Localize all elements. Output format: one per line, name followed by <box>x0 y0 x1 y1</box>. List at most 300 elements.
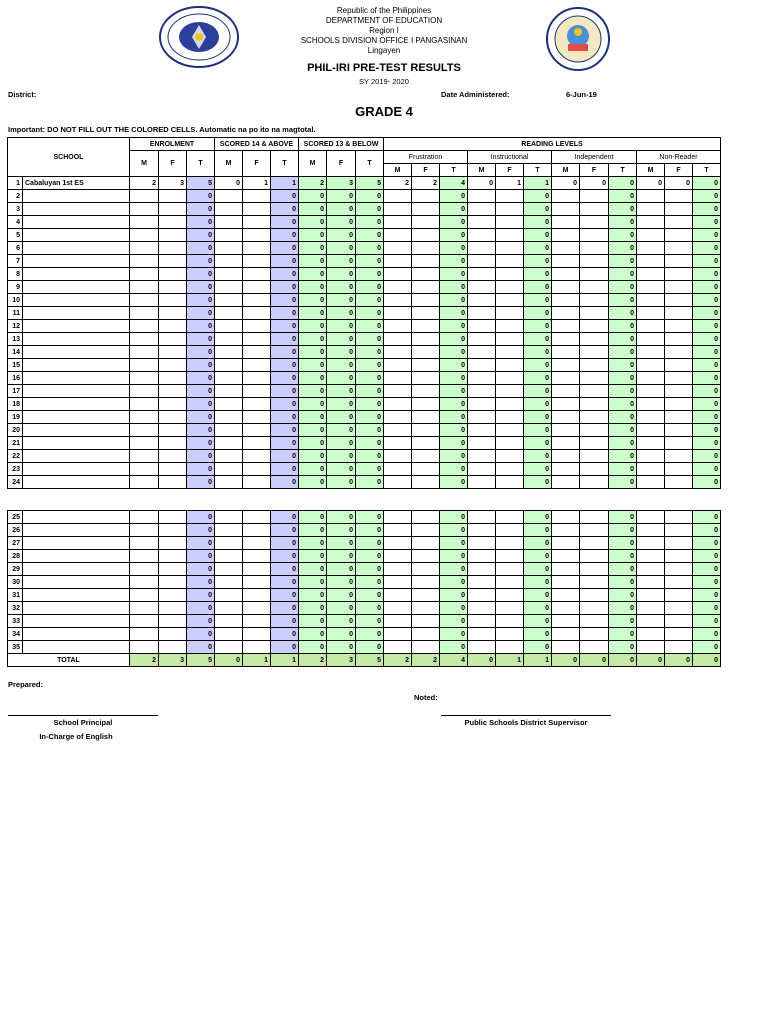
non-reader-t-header: T <box>693 164 721 177</box>
instr-m-cell <box>468 229 496 242</box>
instructional-header: Instructional <box>468 151 552 164</box>
indep-m-cell <box>552 190 580 203</box>
below-t-cell: 0 <box>356 398 384 411</box>
enrol-t-cell: 0 <box>187 372 215 385</box>
instr-f-cell <box>496 602 524 615</box>
above-f-total: 1 <box>243 654 271 667</box>
frus-t-cell: 0 <box>440 511 468 524</box>
enrol-f-cell <box>159 437 187 450</box>
nonr-t-cell: 0 <box>693 385 721 398</box>
nonr-m-cell <box>637 346 665 359</box>
below-t-cell: 0 <box>356 476 384 489</box>
frus-f-total: 2 <box>412 654 440 667</box>
frus-t-cell: 0 <box>440 385 468 398</box>
indep-m-cell <box>552 359 580 372</box>
table-row <box>8 242 721 255</box>
instr-m-cell <box>468 450 496 463</box>
enrol-f-cell <box>159 602 187 615</box>
scored-above-f-header: F <box>243 151 271 177</box>
school-name-cell <box>23 537 130 550</box>
enrol-m-cell <box>130 437 159 450</box>
indep-m-cell <box>552 628 580 641</box>
enrol-t-cell: 0 <box>187 359 215 372</box>
frus-t-cell: 0 <box>440 524 468 537</box>
above-m-cell <box>215 463 243 476</box>
table-row <box>8 190 721 203</box>
nonr-m-cell <box>637 242 665 255</box>
frus-m-cell <box>384 398 412 411</box>
enrol-t-cell: 5 <box>187 177 215 190</box>
above-m-cell <box>215 424 243 437</box>
below-t-cell: 0 <box>356 450 384 463</box>
nonr-m-cell <box>637 268 665 281</box>
school-column-header: SCHOOL <box>8 138 130 177</box>
nonr-t-cell: 0 <box>693 450 721 463</box>
instr-t-cell: 0 <box>524 268 552 281</box>
instr-m-cell <box>468 294 496 307</box>
indep-f-cell <box>580 450 609 463</box>
enrol-f-cell <box>159 255 187 268</box>
below-t-cell: 0 <box>356 320 384 333</box>
frus-t-cell: 0 <box>440 563 468 576</box>
table-row <box>8 307 721 320</box>
nonr-m-cell <box>637 524 665 537</box>
below-f-cell: 0 <box>327 372 356 385</box>
enrol-t-cell: 0 <box>187 242 215 255</box>
below-t-cell: 0 <box>356 281 384 294</box>
above-f-cell <box>243 424 271 437</box>
above-f-cell <box>243 242 271 255</box>
instr-m-cell <box>468 550 496 563</box>
row-number: 7 <box>8 255 23 268</box>
indep-t-cell: 0 <box>609 320 637 333</box>
instr-f-cell <box>496 320 524 333</box>
frus-f-cell <box>412 333 440 346</box>
indep-t-cell: 0 <box>609 476 637 489</box>
frus-f-cell <box>412 576 440 589</box>
frus-t-cell: 0 <box>440 216 468 229</box>
indep-m-cell <box>552 372 580 385</box>
above-t-cell: 0 <box>271 229 299 242</box>
row-number: 18 <box>8 398 23 411</box>
enrol-f-cell <box>159 398 187 411</box>
frus-m-cell <box>384 372 412 385</box>
enrol-m-cell: 2 <box>130 177 159 190</box>
non-reader-header: Non-Reader <box>637 151 721 164</box>
below-m-cell: 0 <box>299 628 327 641</box>
nonr-m-total: 0 <box>637 654 665 667</box>
indep-f-cell <box>580 229 609 242</box>
nonr-t-cell: 0 <box>693 589 721 602</box>
nonr-f-cell <box>665 255 693 268</box>
table-row <box>8 268 721 281</box>
instr-f-cell <box>496 576 524 589</box>
nonr-f-cell <box>665 268 693 281</box>
indep-f-cell <box>580 281 609 294</box>
enrol-f-cell <box>159 476 187 489</box>
frus-t-cell: 0 <box>440 463 468 476</box>
below-t-cell: 0 <box>356 576 384 589</box>
table-row <box>8 255 721 268</box>
nonr-f-cell <box>665 524 693 537</box>
indep-f-cell <box>580 346 609 359</box>
table-row <box>8 177 721 190</box>
enrol-f-cell <box>159 628 187 641</box>
below-t-cell: 0 <box>356 268 384 281</box>
frus-t-cell: 0 <box>440 576 468 589</box>
row-number: 35 <box>8 641 23 654</box>
indep-t-cell: 0 <box>609 463 637 476</box>
above-f-cell <box>243 372 271 385</box>
below-f-cell: 0 <box>327 333 356 346</box>
instr-t-cell: 0 <box>524 615 552 628</box>
table-row <box>8 411 721 424</box>
below-m-cell: 0 <box>299 450 327 463</box>
below-m-cell: 0 <box>299 229 327 242</box>
frus-t-cell: 0 <box>440 268 468 281</box>
table-row <box>8 511 721 524</box>
enrol-t-cell: 0 <box>187 203 215 216</box>
noted-label: Noted: <box>414 693 438 702</box>
enrolment-t-header: T <box>187 151 215 177</box>
frus-t-cell: 0 <box>440 190 468 203</box>
row-number: 28 <box>8 550 23 563</box>
frus-t-cell: 0 <box>440 450 468 463</box>
school-name-cell <box>23 615 130 628</box>
above-m-cell <box>215 242 243 255</box>
instr-f-cell <box>496 294 524 307</box>
above-t-cell: 0 <box>271 333 299 346</box>
independent-f-header: F <box>580 164 609 177</box>
indep-m-cell <box>552 320 580 333</box>
table-row <box>8 372 721 385</box>
above-m-cell <box>215 294 243 307</box>
below-m-cell: 0 <box>299 203 327 216</box>
above-m-cell <box>215 385 243 398</box>
below-m-cell: 0 <box>299 437 327 450</box>
below-f-cell: 0 <box>327 450 356 463</box>
instr-m-cell <box>468 398 496 411</box>
below-m-cell: 0 <box>299 281 327 294</box>
nonr-f-cell <box>665 294 693 307</box>
enrol-f-cell <box>159 537 187 550</box>
frus-t-cell: 0 <box>440 307 468 320</box>
nonr-f-cell <box>665 550 693 563</box>
indep-t-cell: 0 <box>609 524 637 537</box>
school-name-cell <box>23 281 130 294</box>
below-t-cell: 0 <box>356 203 384 216</box>
nonr-t-cell: 0 <box>693 411 721 424</box>
header-line-division: SCHOOLS DIVISION OFFICE I PANGASINAN <box>300 36 468 45</box>
instr-t-cell: 0 <box>524 372 552 385</box>
instr-f-cell <box>496 307 524 320</box>
district-label: District: <box>8 90 37 99</box>
indep-f-cell <box>580 203 609 216</box>
frus-f-cell <box>412 476 440 489</box>
enrol-m-cell <box>130 589 159 602</box>
below-m-cell: 0 <box>299 398 327 411</box>
nonr-t-cell: 0 <box>693 242 721 255</box>
enrol-f-cell <box>159 268 187 281</box>
nonr-m-cell <box>637 563 665 576</box>
below-f-total: 3 <box>327 654 356 667</box>
frus-m-cell <box>384 602 412 615</box>
instr-m-cell <box>468 537 496 550</box>
below-t-cell: 0 <box>356 359 384 372</box>
instr-m-cell <box>468 242 496 255</box>
instr-t-cell: 0 <box>524 463 552 476</box>
nonr-t-cell: 0 <box>693 320 721 333</box>
nonr-f-cell <box>665 333 693 346</box>
nonr-t-cell: 0 <box>693 346 721 359</box>
table-row <box>8 216 721 229</box>
instr-f-cell <box>496 424 524 437</box>
school-name-cell <box>23 476 130 489</box>
below-m-cell: 0 <box>299 411 327 424</box>
nonr-t-cell: 0 <box>693 190 721 203</box>
below-m-cell: 0 <box>299 359 327 372</box>
above-m-cell <box>215 615 243 628</box>
nonr-f-cell <box>665 628 693 641</box>
frus-f-cell <box>412 294 440 307</box>
instr-t-cell: 1 <box>524 177 552 190</box>
scored-14-above-header: SCORED 14 & ABOVE <box>215 138 299 151</box>
enrol-f-cell <box>159 385 187 398</box>
school-name-cell <box>23 589 130 602</box>
enrol-t-cell: 0 <box>187 411 215 424</box>
nonr-f-cell <box>665 385 693 398</box>
instr-f-cell <box>496 203 524 216</box>
below-m-cell: 0 <box>299 242 327 255</box>
table-row <box>8 385 721 398</box>
school-name-cell <box>23 372 130 385</box>
frus-t-cell: 0 <box>440 281 468 294</box>
below-m-cell: 0 <box>299 602 327 615</box>
below-t-total: 5 <box>356 654 384 667</box>
below-t-cell: 0 <box>356 346 384 359</box>
frus-m-cell <box>384 450 412 463</box>
indep-m-cell <box>552 216 580 229</box>
indep-t-cell: 0 <box>609 602 637 615</box>
school-name-cell <box>23 437 130 450</box>
below-f-cell: 0 <box>327 281 356 294</box>
below-f-cell: 0 <box>327 524 356 537</box>
school-name-cell <box>23 229 130 242</box>
header-line-region: Region I <box>369 26 399 35</box>
nonr-f-cell <box>665 437 693 450</box>
above-t-cell: 0 <box>271 424 299 437</box>
instr-t-cell: 0 <box>524 346 552 359</box>
above-t-cell: 0 <box>271 589 299 602</box>
school-name-cell <box>23 268 130 281</box>
nonr-t-cell: 0 <box>693 524 721 537</box>
school-name-cell <box>23 255 130 268</box>
row-number: 11 <box>8 307 23 320</box>
below-f-cell: 0 <box>327 307 356 320</box>
indep-f-cell <box>580 463 609 476</box>
row-number: 4 <box>8 216 23 229</box>
instr-m-cell: 0 <box>468 177 496 190</box>
enrol-m-cell <box>130 242 159 255</box>
below-t-cell: 0 <box>356 550 384 563</box>
frus-f-cell <box>412 398 440 411</box>
school-name-cell <box>23 563 130 576</box>
nonr-f-cell <box>665 602 693 615</box>
table-row <box>8 563 721 576</box>
enrolment-m-header: M <box>130 151 159 177</box>
below-m-cell: 0 <box>299 385 327 398</box>
nonr-m-cell <box>637 398 665 411</box>
above-f-cell <box>243 411 271 424</box>
row-number: 17 <box>8 385 23 398</box>
enrol-t-cell: 0 <box>187 550 215 563</box>
instr-m-cell <box>468 372 496 385</box>
above-m-total: 0 <box>215 654 243 667</box>
nonr-f-cell <box>665 307 693 320</box>
above-f-cell <box>243 307 271 320</box>
above-t-cell: 0 <box>271 602 299 615</box>
prepared-label: Prepared: <box>8 680 44 689</box>
frus-f-cell <box>412 437 440 450</box>
enrolment-f-header: F <box>159 151 187 177</box>
frus-t-cell: 4 <box>440 177 468 190</box>
below-t-cell: 0 <box>356 602 384 615</box>
instr-t-cell: 0 <box>524 281 552 294</box>
above-f-cell <box>243 550 271 563</box>
below-m-cell: 0 <box>299 463 327 476</box>
instr-t-cell: 0 <box>524 424 552 437</box>
frus-t-cell: 0 <box>440 372 468 385</box>
enrol-m-cell <box>130 641 159 654</box>
instr-f-cell <box>496 346 524 359</box>
nonr-m-cell <box>637 229 665 242</box>
nonr-m-cell <box>637 450 665 463</box>
instr-f-total: 1 <box>496 654 524 667</box>
nonr-m-cell <box>637 537 665 550</box>
enrol-f-cell <box>159 563 187 576</box>
above-t-cell: 0 <box>271 255 299 268</box>
important-note: Important: DO NOT FILL OUT THE COLORED CELLS. Automatic na po ito na magtotal. <box>8 125 316 134</box>
enrol-m-cell <box>130 255 159 268</box>
frus-f-cell <box>412 216 440 229</box>
above-t-cell: 0 <box>271 641 299 654</box>
table-row <box>8 463 721 476</box>
instr-t-cell: 0 <box>524 589 552 602</box>
indep-t-cell: 0 <box>609 576 637 589</box>
frus-t-total: 4 <box>440 654 468 667</box>
enrol-t-cell: 0 <box>187 216 215 229</box>
date-administered-label: Date Administered: <box>441 90 510 99</box>
above-f-cell <box>243 641 271 654</box>
below-m-cell: 0 <box>299 333 327 346</box>
above-f-cell <box>243 229 271 242</box>
above-f-cell <box>243 511 271 524</box>
table-row <box>8 398 721 411</box>
frus-m-cell: 2 <box>384 177 412 190</box>
above-f-cell <box>243 602 271 615</box>
indep-m-cell <box>552 537 580 550</box>
instr-t-cell: 0 <box>524 385 552 398</box>
above-m-cell <box>215 641 243 654</box>
instr-f-cell <box>496 437 524 450</box>
reading-levels-header: READING LEVELS <box>384 138 721 151</box>
table-row <box>8 203 721 216</box>
above-t-cell: 0 <box>271 398 299 411</box>
below-f-cell: 0 <box>327 550 356 563</box>
enrol-f-cell <box>159 511 187 524</box>
enrol-f-cell <box>159 216 187 229</box>
indep-f-cell <box>580 628 609 641</box>
nonr-m-cell <box>637 294 665 307</box>
above-f-cell <box>243 203 271 216</box>
enrol-m-cell <box>130 216 159 229</box>
above-m-cell <box>215 563 243 576</box>
frus-m-cell <box>384 563 412 576</box>
indep-f-cell <box>580 641 609 654</box>
school-name-cell <box>23 550 130 563</box>
indep-f-cell <box>580 359 609 372</box>
nonr-f-cell <box>665 190 693 203</box>
instr-f-cell <box>496 589 524 602</box>
instr-f-cell <box>496 385 524 398</box>
indep-m-cell <box>552 229 580 242</box>
above-t-cell: 0 <box>271 359 299 372</box>
nonr-t-cell: 0 <box>693 372 721 385</box>
below-m-cell: 0 <box>299 190 327 203</box>
enrol-m-cell <box>130 602 159 615</box>
nonr-f-cell <box>665 563 693 576</box>
enrol-m-cell <box>130 307 159 320</box>
row-number: 10 <box>8 294 23 307</box>
below-m-total: 2 <box>299 654 327 667</box>
enrol-f-cell <box>159 589 187 602</box>
frus-f-cell <box>412 602 440 615</box>
enrol-m-cell <box>130 563 159 576</box>
instr-t-cell: 0 <box>524 242 552 255</box>
above-t-cell: 0 <box>271 216 299 229</box>
deped-seal-logo <box>158 6 240 68</box>
instr-t-cell: 0 <box>524 333 552 346</box>
indep-t-cell: 0 <box>609 242 637 255</box>
instr-t-cell: 0 <box>524 537 552 550</box>
instr-m-cell <box>468 602 496 615</box>
row-number: 12 <box>8 320 23 333</box>
instr-m-cell <box>468 437 496 450</box>
above-t-cell: 0 <box>271 203 299 216</box>
below-t-cell: 5 <box>356 177 384 190</box>
nonr-m-cell <box>637 320 665 333</box>
indep-t-cell: 0 <box>609 424 637 437</box>
indep-f-total: 0 <box>580 654 609 667</box>
instr-m-cell <box>468 463 496 476</box>
below-t-cell: 0 <box>356 385 384 398</box>
frus-m-cell <box>384 424 412 437</box>
enrol-f-cell <box>159 203 187 216</box>
indep-m-cell <box>552 294 580 307</box>
instr-m-cell <box>468 385 496 398</box>
below-f-cell: 0 <box>327 242 356 255</box>
indep-t-cell: 0 <box>609 333 637 346</box>
instr-m-cell <box>468 615 496 628</box>
nonr-t-cell: 0 <box>693 602 721 615</box>
above-m-cell <box>215 281 243 294</box>
instr-f-cell <box>496 190 524 203</box>
frus-f-cell <box>412 190 440 203</box>
below-m-cell: 0 <box>299 255 327 268</box>
nonr-m-cell <box>637 589 665 602</box>
table-row <box>8 437 721 450</box>
frus-f-cell <box>412 307 440 320</box>
